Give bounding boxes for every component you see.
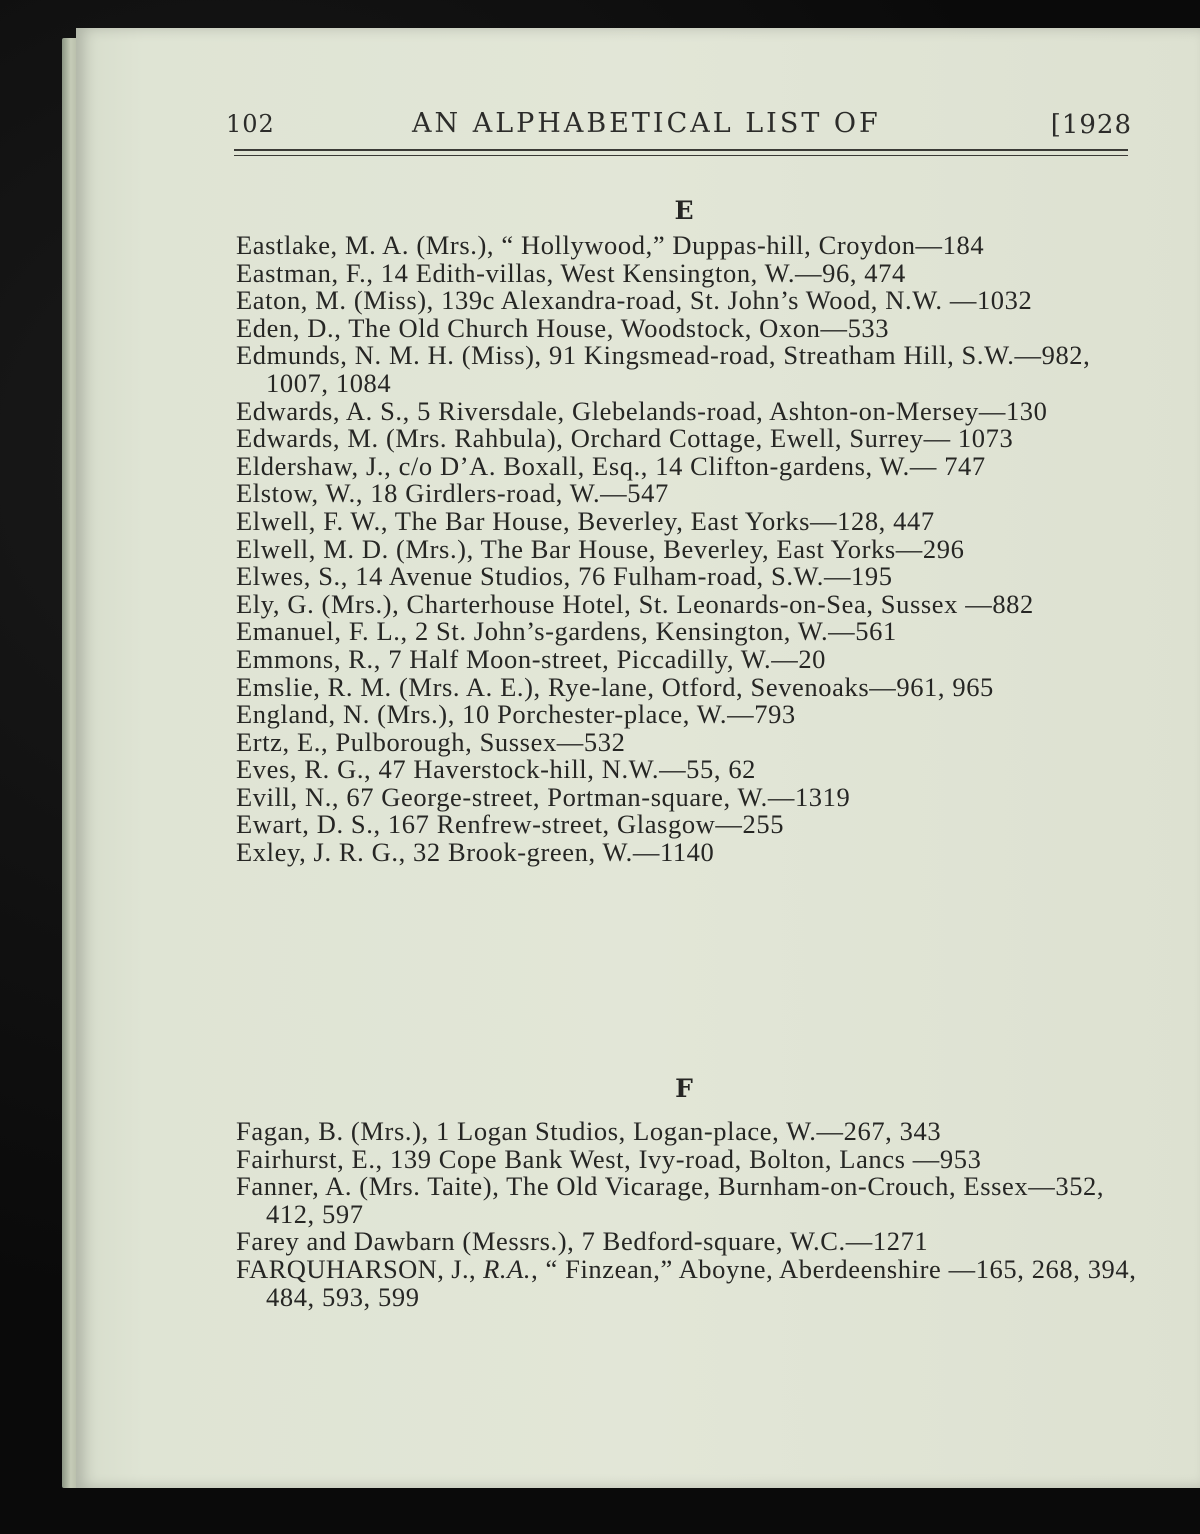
entry-detail: , “ Finzean,” Aboyne, Aberdeenshire —165, 268, 394, 484, 593, 599 (266, 1253, 1137, 1312)
list-item: Fairhurst, E., 139 Cope Bank West, Ivy-road, Bolton, Lancs —953 (236, 1143, 982, 1174)
list-item: Fanner, A. (Mrs. Taite), The Old Vicarage, Burnham-on-Crouch, Essex—352, 412, 597 (236, 1171, 1105, 1229)
list-item: Emanuel, F. L., 2 St. John’s-gardens, Kensington, W.—561 (236, 616, 897, 647)
list-item (236, 1253, 1141, 1312)
list-item: Edwards, M. (Mrs. Rahbula), Orchard Cottage, Ewell, Surrey— 1073 (236, 423, 1014, 454)
list-item: Elwes, S., 14 Avenue Studios, 76 Fulham-road, S.W.—195 (236, 561, 893, 592)
list-item: Eden, D., The Old Church House, Woodstock, Oxon—533 (236, 312, 890, 343)
list-item: Elwell, M. D. (Mrs.), The Bar House, Beverley, East Yorks—296 (236, 533, 965, 564)
list-item: Eves, R. G., 47 Haverstock-hill, N.W.—55, 62 (236, 754, 757, 785)
list-item: Fagan, B. (Mrs.), 1 Logan Studios, Logan-place, W.—267, 343 (236, 1116, 942, 1146)
list-item: Ewart, D. S., 167 Renfrew-street, Glasgow—255 (236, 809, 785, 840)
running-header (150, 108, 1132, 148)
running-title: AN ALPHABETICAL LIST OF (412, 108, 881, 139)
header-year: [1928 (1050, 110, 1132, 140)
list-item: Eastman, F., 14 Edith-villas, West Kensington, W.—96, 474 (236, 257, 906, 288)
page-number: 102 (226, 110, 275, 138)
list-item: Edwards, A. S., 5 Riversdale, Glebelands-road, Ashton-on-Mersey—130 (236, 395, 1048, 426)
list-item: Elstow, W., 18 Girdlers-road, W.—547 (236, 478, 669, 509)
list-item: Elwell, F. W., The Bar House, Beverley, East Yorks—128, 447 (236, 505, 935, 536)
section-letter-e: E (674, 196, 694, 225)
section-letter-f: F (675, 1074, 693, 1103)
list-item: England, N. (Mrs.), 10 Porchester-place, W.—793 (236, 699, 796, 730)
list-item: Edmunds, N. M. H. (Miss), 91 Kingsmead-road, Streatham Hill, S.W.—982, 1007, 1084 (236, 340, 1091, 398)
entries-list-f (236, 1118, 1141, 1311)
list-item: Evill, N., 67 George-street, Portman-square, W.—1319 (236, 781, 851, 812)
header-double-rule (234, 149, 1128, 156)
list-item: Farey and Dawbarn (Messrs.), 7 Bedford-square, W.C.—1271 (236, 1226, 929, 1257)
list-item: Eaton, M. (Miss), 139c Alexandra-road, St. John’s Wood, N.W. —1032 (236, 285, 1033, 316)
entries-list-e (236, 232, 1141, 867)
entry-honour: R.A. (483, 1253, 532, 1284)
list-item: Ely, G. (Mrs.), Charterhouse Hotel, St. Leonards-on-Sea, Sussex —882 (236, 588, 1034, 619)
list-item: Eastlake, M. A. (Mrs.), “ Hollywood,” Duppas-hill, Croydon—184 (236, 230, 985, 260)
list-item: Emslie, R. M. (Mrs. A. E.), Rye-lane, Otford, Sevenoaks—961, 965 (236, 671, 994, 702)
list-item: Emmons, R., 7 Half Moon-street, Piccadilly, W.—20 (236, 643, 827, 674)
list-item: Eldershaw, J., c/o D’A. Boxall, Esq., 14 Clifton-gardens, W.— 747 (236, 450, 986, 481)
list-item: Exley, J. R. G., 32 Brook-green, W.—1140 (236, 837, 715, 868)
list-item: Ertz, E., Pulborough, Sussex—532 (236, 726, 626, 757)
entry-name: FARQUHARSON, J., (236, 1253, 484, 1284)
